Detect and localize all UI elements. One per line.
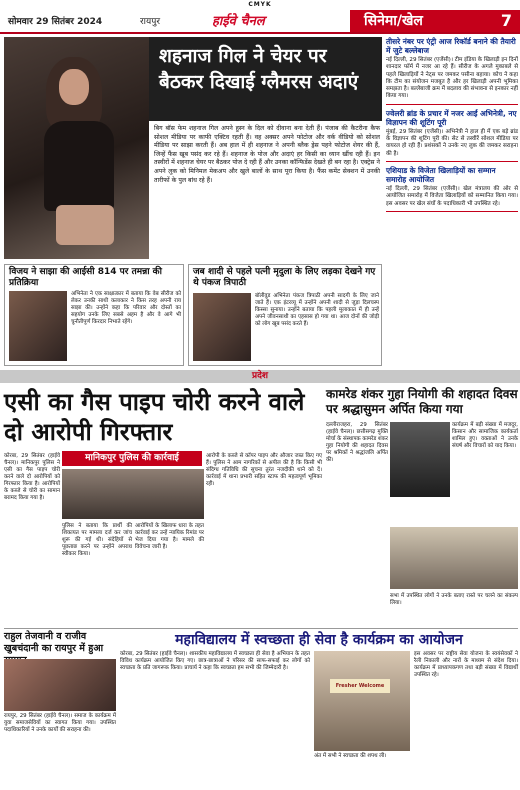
edition-city: रायपुर [140, 17, 161, 27]
vijay-photo [9, 291, 67, 361]
top-story-body: बिग बॉस फेम शहनाज गिल अपने हुस्न के दिल को दीवाना बना देती हैं। पंजाब की कैटरीना कैफ सोशल मीडिया पर काफी एक्टिव रहती हैं। वह अक्सर अपने फोटोज और वर्क वीडियो को सोशल मीडिया पर साझा करती हैं। अब हाल में ही शहनाज ने अपनी ब्लैक ड्रेस पहने फोटोज शेयर की हैं, जिन्हें फैंस खूब पसंद कर रहे हैं। शहनाज के पोज और अदाएं हर किसी का ध्यान खींच रही हैं। इन तस्वीरों में शहनाज चेयर पर बैठकर पोज दे रही हैं और उनका कॉन्फिडेंस देखते ही बन रहा है। एक्ट्रेस ने अपने लुक को मिनिमल मेकअप और खुले बालों के साथ पूरा किया है। फैंस कमेंट सेक्शन में उनकी तारीफों के पुल बांध रहे हैं। [154, 125, 380, 184]
right-story-2-headline: ज्वेलरी ब्रांड के प्रचार में नजर आईं अभिनेत्री, नए विज्ञापन की शूटिंग पूरी [386, 108, 517, 127]
vijay-story [4, 264, 184, 366]
masthead-logo: हाईवे चैनल [212, 14, 265, 29]
felicitation-body: रायपुर, 29 सितंबर (हाईवे चैनल)। समाज के कार्यक्रम में युवा समाजसेवियों का स्वागत किया गया। उपस्थित पदाधिकारियों ने उनके कार्यों की सराहना की। [4, 713, 116, 733]
martyr-headline: कामरेड शंकर गुहा नियोगी की शहादत दिवस पर श्रद्धासुमन अर्पित किया गया [326, 387, 518, 416]
section-title [350, 10, 520, 32]
right-story-3 [386, 166, 518, 212]
crime-kicker: मानिकपुर पुलिस की कार्रवाई [62, 451, 202, 466]
martyr-story [326, 387, 518, 623]
entertainment-row [4, 264, 382, 366]
section-band: प्रदेश [0, 370, 520, 383]
college-col-3: अंत में सभी ने स्वच्छता की शपथ ली। [314, 753, 387, 759]
bottom-row [4, 628, 518, 789]
top-story-headline: शहनाज गिल ने चेयर पर बैठकर दिखाई ग्लैमरस अदाएं [149, 37, 382, 121]
pankaj-photo [193, 293, 251, 361]
pankaj-headline: जब शादी से पहले पत्नी मृदुला के लिए लड़का देखने गए थे पंकज त्रिपाठी [193, 267, 376, 288]
vijay-body: अभिनेता ने एक साक्षात्कार में बताया कि वेब सीरीज को लेकर उनकी साथी कलाकार ने किस तरह अपनी राय साझा की। उन्होंने कहा कि परिवार और दोस्तों का सहयोग उनके लिए सबसे अहम है और वे आगे भी चुनौतीपूर्ण किरदार निभाते रहेंगे। [71, 291, 181, 325]
right-story-1-headline: तीसरे नंबर पर एंट्री आज रिकॉर्ड बनाने की तैयारी में जुटे बल्लेबाज [386, 37, 516, 55]
right-column [386, 37, 518, 216]
actress-photo [4, 37, 149, 259]
issue-date: सोमवार 29 सितंबर 2024 [8, 17, 103, 27]
right-story-2-body: मुंबई, 29 सितंबर (एजेंसी)। अभिनेत्री ने हाल ही में एक बड़े ब्रांड के विज्ञापन की शूटिंग पूरी की। सेट से तस्वीरें सोशल मीडिया पर वायरल हो रही हैं। प्रशंसकों ने उनके नए लुक की जमकर सराहना की है। [386, 128, 518, 157]
crime-col-3: आरोपियों के खिलाफ धारा के तहत कार्रवाई कर उन्हें न्यायिक रिमांड पर भेज दिया गया है। मामले की विवेचना जारी है। [135, 523, 204, 550]
crime-col-1: कोरबा, 29 सितंबर (हाईवे चैनल)। मानिकपुर पुलिस ने एसी का गैस पाइप चोरी करने वाले दो आरोपियों को गिरफ्तार किया है। आरोपियों के कब्जे से चोरी का सामान बरामद किया गया है। [4, 453, 60, 501]
felicitation-headline: राहुल तेजवानी व राजीव खुबचंदानी का रायपुर में हुआ [4, 631, 104, 654]
pankaj-story [188, 264, 382, 366]
college-headline: महाविद्यालय में स्वच्छता ही सेवा है कार्यक्रम का आयोजन [175, 632, 463, 648]
martyr-col-3: सभा में उपस्थित लोगों ने उनके बताए रास्ते पर चलने का संकल्प लिया। [390, 593, 518, 606]
pankaj-body: बॉलीवुड अभिनेता पंकज त्रिपाठी अपनी सादगी के लिए जाने जाते हैं। एक इंटरव्यू में उन्होंने अपनी शादी से जुड़ा दिलचस्प किस्सा सुनाया। उन्होंने बताया कि पहली मुलाकात में ही उन्हें अपने जीवनसाथी का एहसास हो गया था। आज दोनों की जोड़ी को लोग खूब पसंद करते हैं। [255, 293, 379, 327]
crime-col-4: आरोपी के कब्जे से कॉपर पाइप और औजार जब्त किए गए हैं। पुलिस ने आम नागरिकों से अपील की है कि किसी भी संदिग्ध गतिविधि की सूचना तुरंत नजदीकी थाने को दें। कार्रवाई में थाना प्रभारी सहित स्टाफ की महत्वपूर्ण भूमिका रही। [206, 453, 322, 487]
right-story-3-body: नई दिल्ली, 29 सितंबर (एजेंसी)। खेल मंत्रालय की ओर से आयोजित समारोह में विजेता खिलाड़ियों को सम्मानित किया गया। इस अवसर पर खेल संघों के पदाधिकारी भी उपस्थित रहे। [386, 185, 518, 207]
crime-headline: एसी का गैस पाइप चोरी करने वाले दो आरोपी गिरफ्तार [4, 388, 305, 446]
crime-col-2: पुलिस ने बताया कि प्रार्थी की शिकायत पर मामला दर्ज कर जांच शुरू की गई थी। संदेहियों से पूछताछ करने पर उन्होंने अपराध स्वीकार किया। [62, 523, 132, 557]
college-story [120, 629, 518, 789]
gathering-photo [390, 527, 518, 589]
crime-story [4, 387, 322, 623]
top-story [4, 37, 382, 259]
page-number: 7 [500, 11, 512, 30]
page-header [0, 10, 520, 34]
arrested-accused-photo [62, 469, 204, 519]
right-story-1 [386, 37, 518, 105]
felicitation-story [4, 629, 116, 789]
right-story-3-headline: एशियाड के विजेता खिलाड़ियों का सम्मान समारोह आयोजित [386, 165, 496, 184]
martyr-col-1: दल्लीराजहरा, 29 सितंबर (हाईवे चैनल)। छत्तीसगढ़ मुक्ति मोर्चा के संस्थापक कामरेड शंकर गुहा नियोगी की शहादत दिवस पर श्रमिकों ने श्रद्धांजलि अर्पित की। [326, 422, 388, 463]
felicitation-photo [4, 659, 116, 711]
print-registration-mark: CMYK [248, 1, 272, 8]
section-label: सिनेमा/खेल [364, 13, 423, 29]
college-event-photo [314, 651, 410, 751]
vijay-headline: विजय ने साझा की आईसी 814 पर तमन्ना की प्रतिक्रिया [9, 267, 162, 288]
college-col-1: कोरबा, 29 सितंबर (हाईवे चैनल)। शासकीय महाविद्यालय में स्वच्छता ही सेवा है अभियान के तहत विविध कार्यक्रम आयोजित किए गए। छात्र-छात्राओं ने परिसर की साफ-सफाई कर लोगों को स्वच्छता के प्रति जागरूक किया। प्राचार्य ने कहा कि स्वच्छता हम सभी की जिम्मेदारी है। [120, 651, 310, 671]
right-story-1-body: नई दिल्ली, 29 सितंबर (एजेंसी)। टीम इंडिया के खिलाड़ी इन दिनों शानदार फॉर्म में नजर आ रहे हैं। सीरीज के अगले मुकाबले से पहले खिलाड़ियों ने नेट्स पर जमकर पसीना बहाया। कोच ने कहा कि टीम का संयोजन मजबूत है और हर खिलाड़ी अपनी भूमिका समझता है। बल्लेबाजी क्रम में बदलाव की संभावना से इनकार नहीं किया गया। [386, 57, 518, 100]
welcome-banner: Fresher Welcome [330, 679, 390, 693]
right-story-2 [386, 109, 518, 162]
college-col-2: इस अवसर पर राष्ट्रीय सेवा योजना के स्वयंसेवकों ने रैली निकाली और नारों के माध्यम से संदेश दिया। कार्यक्रम में प्राध्यापकगण तथा बड़ी संख्या में विद्यार्थी उपस्थित रहे। [414, 651, 518, 678]
portrait-photo [390, 422, 450, 497]
martyr-col-2: कार्यक्रम में बड़ी संख्या में मजदूर, किसान और सामाजिक कार्यकर्ता शामिल हुए। वक्ताओं ने उनके संघर्ष और विचारों को याद किया। [452, 422, 518, 449]
